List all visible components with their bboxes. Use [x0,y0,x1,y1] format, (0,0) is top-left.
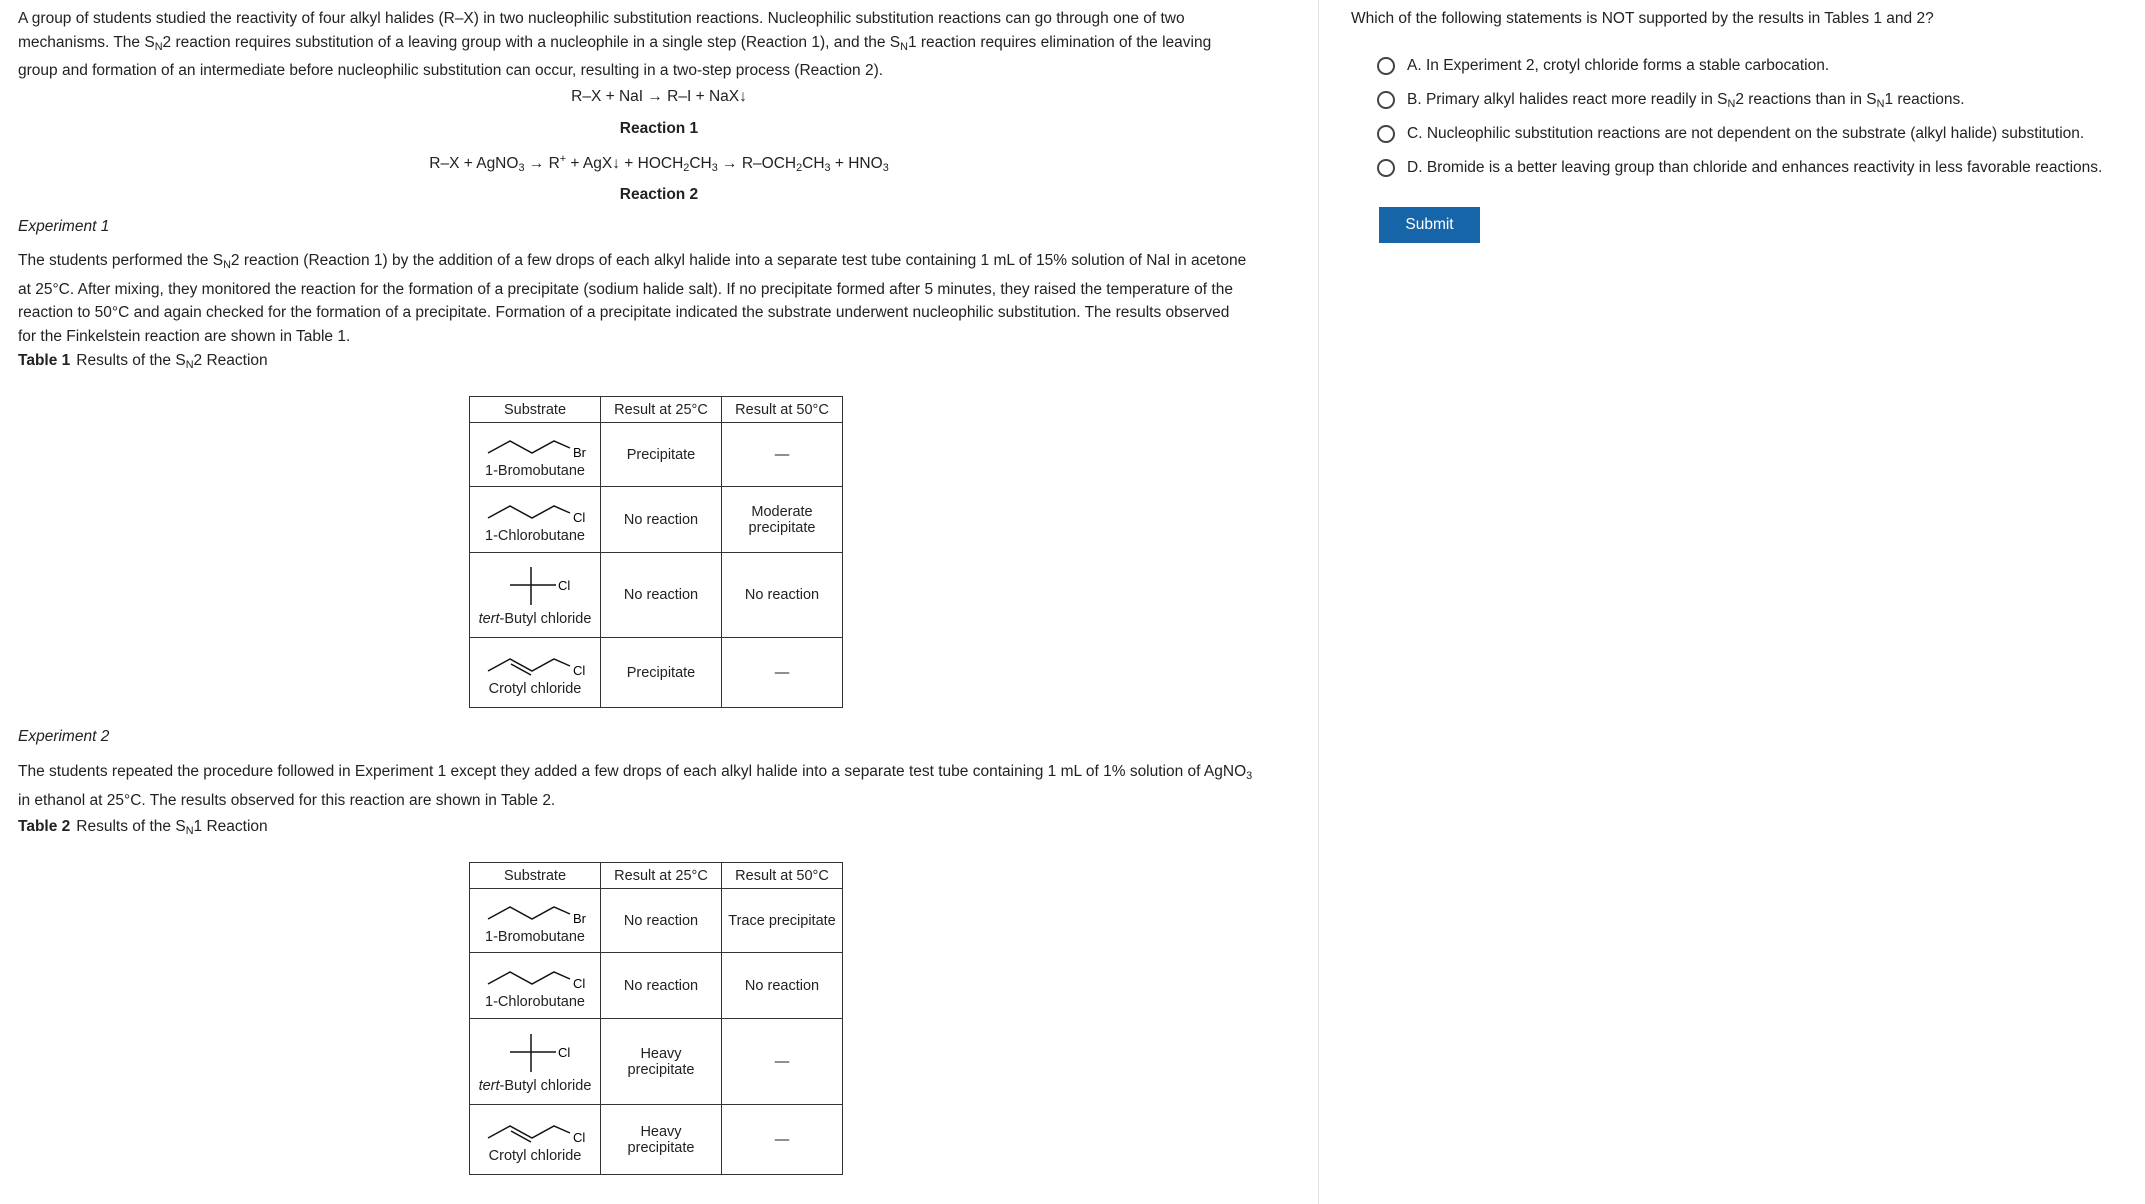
rxn2-part: R–X + AgNO [429,155,519,172]
svg-text:Cl: Cl [573,1129,586,1145]
svg-text:Br: Br [573,444,586,460]
option-d[interactable] [1377,156,2102,180]
result-50: No reaction [722,553,843,638]
svg-text:Cl: Cl [573,662,586,678]
substrate-cell [470,889,601,953]
result-25: Precipitate [601,638,722,708]
rxn2-part: CH [689,155,712,172]
subscript: 2 [796,162,803,174]
option-text-part: Primary alkyl halides react more readily in S [1425,90,1728,108]
result-25: No reaction [601,487,722,553]
subscript: 3 [824,162,831,174]
intro-line-1: A group of students studied the reactivity of four alkyl halides (R–X) in two nucleophilic substitution reactions. Nucleophilic substitution reactions can go through one of two [18,10,1185,27]
substrate-name [476,1078,594,1094]
subscript: 3 [882,162,889,174]
substrate-name [476,611,594,627]
subscript: 3 [711,162,718,174]
exp1-line-1b: 2 reaction (Reaction 1) by the addition of a few drops of each alkyl halide into a separate test tube containing 1 mL of 15% solution of NaI in acetone [230,252,1247,269]
rxn2-part: CH [802,155,825,172]
option-letter: C. [1407,125,1423,142]
substrate-cell [470,553,601,638]
subscript: 2 [683,162,690,174]
reaction-1-label: Reaction 1 [619,120,699,137]
substrate-cell [470,1019,601,1105]
table-header-row [470,397,843,423]
svg-text:Br: Br [573,910,586,926]
result-25: No reaction [601,553,722,638]
exp1-line-4: for the Finkelstein reaction are shown in Table 1. [18,327,351,345]
italic-prefix: tert [478,1077,500,1094]
result-25: Precipitate [601,423,722,487]
option-text-part: 1 reactions. [1884,90,1965,108]
crotyl-chloride-structure [476,649,594,679]
option-letter: D. [1407,159,1423,176]
result-25: Heavy precipitate [601,1019,722,1105]
table-header-row [470,863,843,889]
rxn2-part: → R [524,155,560,172]
radio-button[interactable] [1377,125,1395,143]
subscript-n: N [185,825,194,837]
experiment-1-paragraph [18,249,1300,348]
chlorobutane-structure [476,962,594,992]
subscript-n: N [154,40,163,53]
subscript-n: N [1727,97,1736,110]
experiment-2-paragraph [18,760,1300,812]
reaction-2-equation [0,153,1318,174]
caption-label: Table 1 [18,352,71,369]
substrate-name: 1-Bromobutane [485,928,585,945]
intro-line-3: group and formation of an intermediate before nucleophilic substitution can occur, resulting in a two-step process (Reaction 2). [18,62,884,79]
table-row [470,487,843,553]
option-letter: A. [1407,57,1422,74]
rxn2-part: + HNO [830,155,883,172]
caption-text: Results of the S [76,352,186,369]
exp2-line-2: in ethanol at 25°C. The results observed for this reaction are shown in Table 2. [18,791,556,809]
results-table-1 [469,396,843,708]
caption-text: Results of the S [76,818,186,835]
subscript-n: N [223,259,231,271]
exp1-line-2: at 25°C. After mixing, they monitored the reaction for the formation of a precipitate (sodium halide salt). If no precipitate formed after 5 minutes, they raised the temperature of the [18,280,1233,298]
substrate-name: Crotyl chloride [488,680,582,697]
svg-text:Cl: Cl [573,509,586,525]
intro-line-2b: 2 reaction requires substitution of a leaving group with a nucleophile in a single step (Reaction 1), and the S [162,33,901,51]
result-25: No reaction [601,953,722,1019]
crotyl-chloride-structure [476,1116,594,1146]
svg-text:Cl: Cl [558,578,571,593]
exp2-line-1: The students repeated the procedure followed in Experiment 1 except they added a few drops of each alkyl halide into a separate test tube containing 1 mL of 1% solution of AgNO [18,763,1247,780]
substrate-name: 1-Chlorobutane [485,993,585,1010]
question-prompt: Which of the following statements is NOT supported by the results in Tables 1 and 2? [1351,10,1934,27]
substrate-cell [470,423,601,487]
name-rest: -Butyl chloride [499,1077,592,1094]
radio-button[interactable] [1377,57,1395,75]
intro-paragraph [18,7,1300,83]
question-pane [1319,0,2145,1204]
reaction-1-equation: R–X + NaI → R–I + NaX↓ [571,88,747,105]
tert-butyl-chloride-structure [476,1030,594,1076]
svg-text:Cl: Cl [573,975,586,991]
rxn2-part: → R–OCH [717,155,797,172]
table-row [470,889,843,953]
subscript: 3 [518,162,525,174]
superscript: + [559,153,567,165]
option-c[interactable] [1377,122,2084,146]
substrate-cell [470,487,601,553]
result-50: Moderate precipitate [722,487,843,553]
result-50: — [722,638,843,708]
table-1-caption [18,352,268,371]
result-25: No reaction [601,889,722,953]
result-50: No reaction [722,953,843,1019]
header-substrate: Substrate [470,397,601,423]
substrate-cell [470,638,601,708]
caption-text: 2 Reaction [193,352,268,369]
result-25: Heavy precipitate [601,1105,722,1175]
radio-button[interactable] [1377,159,1395,177]
result-50: — [722,1019,843,1105]
option-text: In Experiment 2, crotyl chloride forms a stable carbocation. [1425,57,1830,74]
exp1-line-1a: The students performed the S [18,252,224,269]
table-row [470,1105,843,1175]
option-text [1426,91,1965,110]
intro-line-2a: mechanisms. The S [18,33,155,51]
submit-button[interactable]: Submit [1379,207,1480,243]
table-row [470,553,843,638]
intro-line-2c: 1 reaction requires elimination of the leaving [907,33,1212,51]
exp1-line-3: reaction to 50°C and again checked for the formation of a precipitate. Formation of a precipitate indicated the substrate underwent nucleophilic substitution. The results observed [18,304,1230,321]
substrate-cell [470,1105,601,1175]
substrate-cell [470,953,601,1019]
option-text: Bromide is a better leaving group than chloride and enhances reactivity in less favorable reactions. [1426,159,2103,176]
substrate-name: Crotyl chloride [488,1147,582,1164]
experiment-2-title: Experiment 2 [18,728,110,745]
bromobutane-structure [476,897,594,927]
substrate-name: 1-Bromobutane [485,462,585,479]
result-50: Trace precipitate [722,889,843,953]
subscript-n: N [185,359,194,371]
results-table-2 [469,862,843,1175]
subscript-n: N [1876,97,1885,110]
experiment-1-title: Experiment 1 [18,218,110,235]
header-result-50: Result at 50°C [722,397,843,423]
header-substrate: Substrate [470,863,601,889]
tert-butyl-chloride-structure [476,563,594,609]
bromobutane-structure [476,431,594,461]
header-result-50: Result at 50°C [722,863,843,889]
name-rest: -Butyl chloride [499,611,592,627]
table-row [470,1019,843,1105]
option-a[interactable] [1377,54,1829,78]
caption-text: 1 Reaction [193,818,268,835]
table-2-caption [18,818,268,837]
result-50: — [722,423,843,487]
table-row [470,423,843,487]
substrate-name: 1-Chlorobutane [485,527,585,544]
option-text-part: 2 reactions than in S [1735,90,1877,108]
option-b[interactable] [1377,88,1965,112]
header-result-25: Result at 25°C [601,863,722,889]
rxn2-part: + AgX↓ + HOCH [566,155,684,172]
caption-label: Table 2 [18,818,71,835]
table-row [470,953,843,1019]
italic-prefix: tert [478,611,500,627]
chlorobutane-structure [476,496,594,526]
svg-text:Cl: Cl [558,1044,571,1060]
subscript-n: N [900,40,908,53]
radio-button[interactable] [1377,91,1395,109]
result-50: — [722,1105,843,1175]
option-letter: B. [1407,91,1422,108]
reaction-2-label: Reaction 2 [619,186,699,203]
subscript: 3 [1246,770,1253,782]
option-text: Nucleophilic substitution reactions are not dependent on the substrate (alkyl halide) substitution. [1426,125,2085,142]
table-row [470,638,843,708]
header-result-25: Result at 25°C [601,397,722,423]
